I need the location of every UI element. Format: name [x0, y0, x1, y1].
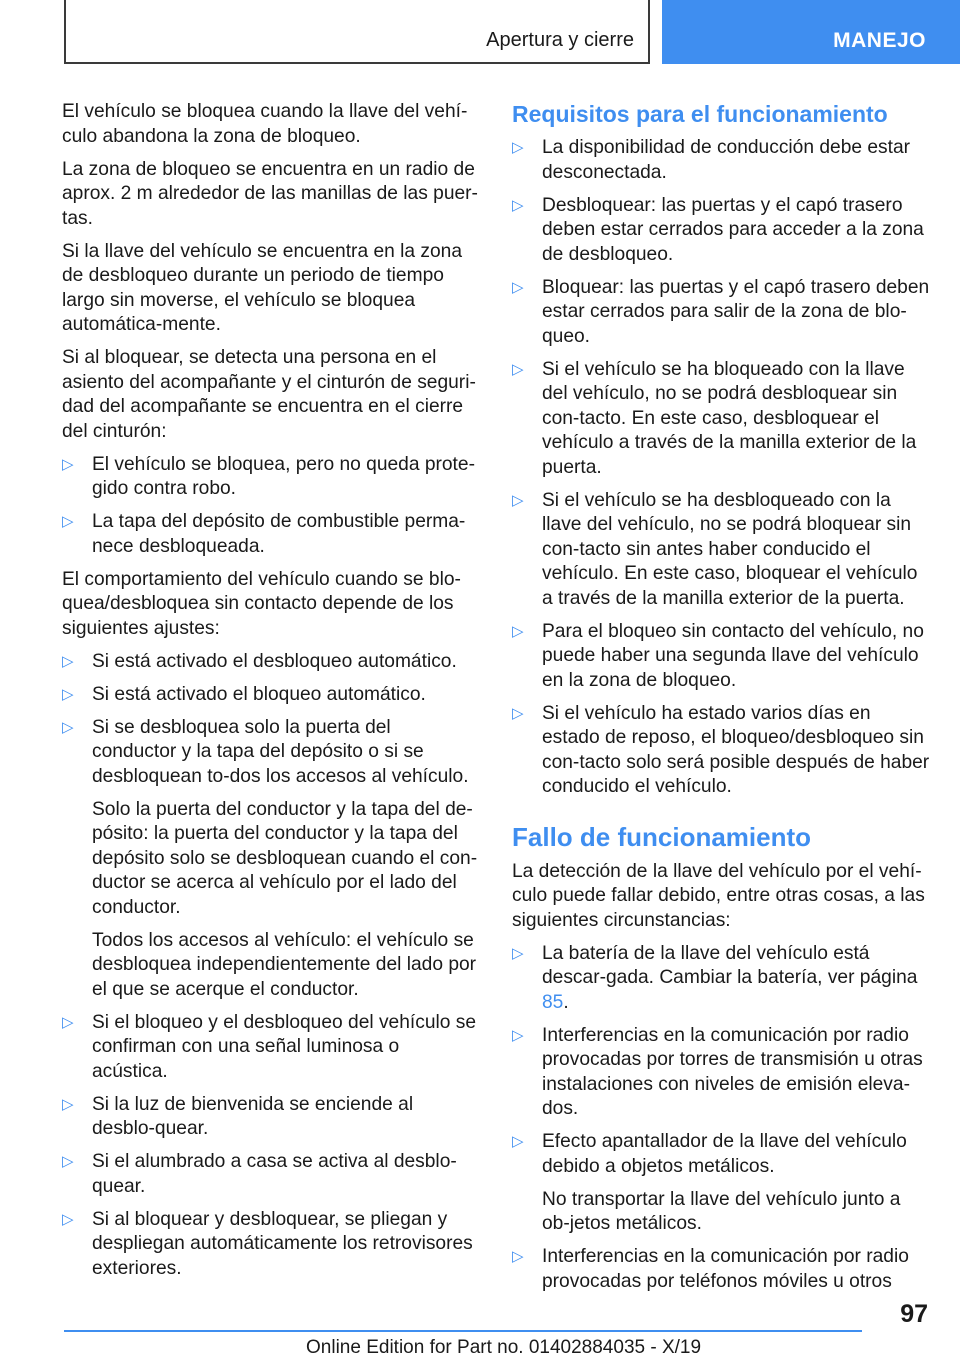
triangle-bullet-icon: ▷: [62, 652, 74, 670]
list-item-text: Interferencias en la comunicación por radio provocadas por teléfonos móviles u otros: [542, 1246, 909, 1292]
list-item-text: Si el vehículo se ha desbloqueado con la llave del vehículo, no se podrá bloquear sin con-tacto sin antes haber conducido el vehículo. En este caso, bloquear el vehículo a través de la manilla exterior de la puerta.: [542, 489, 918, 609]
right-column: [512, 100, 930, 1303]
triangle-bullet-icon: ▷: [512, 139, 524, 156]
list-item: [512, 194, 930, 268]
chapter-tab[interactable]: [662, 0, 960, 64]
footer-edition: Online Edition for Part no. 01402884035 - X/19: [306, 1337, 702, 1358]
list-item: [62, 453, 478, 502]
list-item: [62, 716, 478, 790]
sub-paragraph: Solo la puerta del conductor y la tapa del de-pósito: la puerta del conductor y la tapa del depósito solo se desbloquean cuando el con-ductor se acerca al vehículo por el lado del conductor.: [92, 798, 478, 918]
list-item: [512, 358, 930, 481]
list-item-text: Si el vehículo se ha bloqueado con la llave del vehículo, no se podrá desbloquear sin con-tacto. En este caso, desbloquear el vehículo a través de la manilla exterior de la puerta.: [542, 358, 917, 478]
list-item: [62, 1150, 478, 1199]
paragraph: Si la llave del vehículo se encuentra en la zona de desbloqueo durante un periodo de tiempo largo sin moverse, el vehículo se bloquea automática-mente.: [62, 240, 462, 335]
chapter-title: MANEJO: [833, 29, 926, 52]
header-section-box: [64, 0, 650, 64]
triangle-bullet-icon: ▷: [62, 685, 74, 703]
section-heading-requisitos: Requisitos para el funcionamiento: [512, 101, 888, 127]
triangle-bullet-icon: ▷: [512, 278, 524, 296]
list-item-text: Si el vehículo ha estado varios días en estado de reposo, el bloqueo/desbloqueo sin con-tacto solo será posible después de haber conducido el vehículo.: [542, 702, 930, 797]
list-item-text: El vehículo se bloquea, pero no queda prote-gido contra robo.: [92, 453, 475, 499]
left-column: [62, 100, 478, 1290]
list-item: [512, 276, 930, 350]
list-item-text: Si está activado el desbloqueo automático.: [92, 650, 457, 672]
triangle-bullet-icon: ▷: [62, 718, 74, 736]
list-item-text: Si el bloqueo y el desbloqueo del vehículo se confirman con una señal luminosa o acústica.: [92, 1011, 477, 1082]
list-item-text: Efecto apantallador de la llave del vehículo debido a objetos metálicos.: [542, 1131, 907, 1177]
list-item: [62, 1208, 478, 1282]
page-number: 97: [900, 1300, 928, 1328]
list-item: [512, 942, 930, 1016]
triangle-bullet-icon: ▷: [512, 1248, 524, 1265]
list-item: [512, 1245, 930, 1294]
list-item-text: Si está activado el bloqueo automático.: [92, 683, 426, 705]
list-item: [512, 489, 930, 612]
sub-paragraph: Todos los accesos al vehículo: el vehículo se desbloquea independientemente del lado por el que se acerque el conductor.: [92, 929, 477, 1000]
list-item-text: Si al bloquear y desbloquear, se pliegan y despliegan automáticamente los retrovisores exteriores.: [92, 1208, 473, 1279]
list-item-text: Para el bloqueo sin contacto del vehículo, no puede haber una segunda llave del vehículo en la zona de bloqueo.: [542, 620, 924, 691]
triangle-bullet-icon: ▷: [62, 1013, 74, 1031]
list-item: [62, 650, 478, 675]
paragraph: La zona de bloqueo se encuentra en un radio de aprox. 2 m alrededor de las manillas de las puer-tas.: [62, 158, 478, 229]
triangle-bullet-icon: ▷: [512, 360, 524, 378]
list-item: [512, 136, 930, 185]
list-item: [512, 702, 930, 800]
list-item: [512, 1024, 930, 1122]
paragraph: El vehículo se bloquea cuando la llave del vehí-culo abandona la zona de bloqueo.: [62, 101, 468, 147]
list-item-text: Si el alumbrado a casa se activa al desblo-quear.: [92, 1151, 457, 1197]
triangle-bullet-icon: ▷: [512, 944, 524, 962]
list-item: [512, 1130, 930, 1179]
list-item-text: La tapa del depósito de combustible perma-nece desbloqueada.: [92, 511, 466, 557]
battery-item-text: La batería de la llave del vehículo está descar-gada. Cambiar la batería, ver página: [542, 942, 918, 988]
triangle-bullet-icon: ▷: [62, 1095, 74, 1113]
triangle-bullet-icon: ▷: [512, 622, 524, 640]
triangle-bullet-icon: ▷: [512, 704, 524, 722]
triangle-bullet-icon: ▷: [62, 513, 74, 530]
paragraph: Si al bloquear, se detecta una persona en el asiento del acompañante y el cinturón de seguri-dad del acompañante se encuentra en el cierre del cinturón:: [62, 347, 476, 442]
triangle-bullet-icon: ▷: [512, 1133, 524, 1150]
section-heading-fallo: Fallo de funcionamiento: [512, 821, 812, 852]
footer-divider: [64, 1330, 862, 1332]
list-item: [62, 1011, 478, 1085]
page-reference-link[interactable]: 85: [542, 991, 564, 1013]
triangle-bullet-icon: ▷: [512, 1026, 524, 1044]
list-item: [62, 683, 478, 708]
triangle-bullet-icon: ▷: [62, 455, 74, 473]
list-item: [62, 1093, 478, 1142]
list-item-text: Si se desbloquea solo la puerta del conductor y la tapa del depósito o si se desbloquean to-dos los accesos al vehículo.: [92, 716, 469, 787]
list-item: [512, 620, 930, 694]
paragraph: La detección de la llave del vehículo por el vehí-culo puede fallar debido, entre otras cosas, a las siguientes circunstancias:: [512, 860, 925, 931]
sub-paragraph: No transportar la llave del vehículo junto a ob-jetos metálicos.: [542, 1188, 901, 1234]
list-item-text: Desbloquear: las puertas y el capó trasero deben estar cerrados para acceder a la zona de desbloqueo.: [542, 194, 924, 265]
triangle-bullet-icon: ▷: [512, 491, 524, 509]
paragraph: El comportamiento del vehículo cuando se blo-quea/desbloquea sin contacto depende de los siguientes ajustes:: [62, 568, 461, 639]
list-item-text: Bloquear: las puertas y el capó trasero deben estar cerrados para salir de la zona de blo-queo.: [542, 276, 930, 347]
list-item: [62, 510, 478, 559]
triangle-bullet-icon: ▷: [512, 196, 524, 214]
triangle-bullet-icon: ▷: [62, 1153, 74, 1170]
list-item-text: La disponibilidad de conducción debe estar desconectada.: [542, 137, 911, 183]
battery-item-end: .: [563, 991, 569, 1013]
triangle-bullet-icon: ▷: [62, 1210, 74, 1228]
list-item-text: Si la luz de bienvenida se enciende al desblo-quear.: [92, 1093, 414, 1139]
section-title: Apertura y cierre: [486, 29, 634, 51]
list-item-text: [542, 942, 930, 1016]
list-item-text: Interferencias en la comunicación por radio provocadas por torres de transmisión u otras instalaciones con niveles de emisión eleva-dos.: [542, 1024, 923, 1119]
